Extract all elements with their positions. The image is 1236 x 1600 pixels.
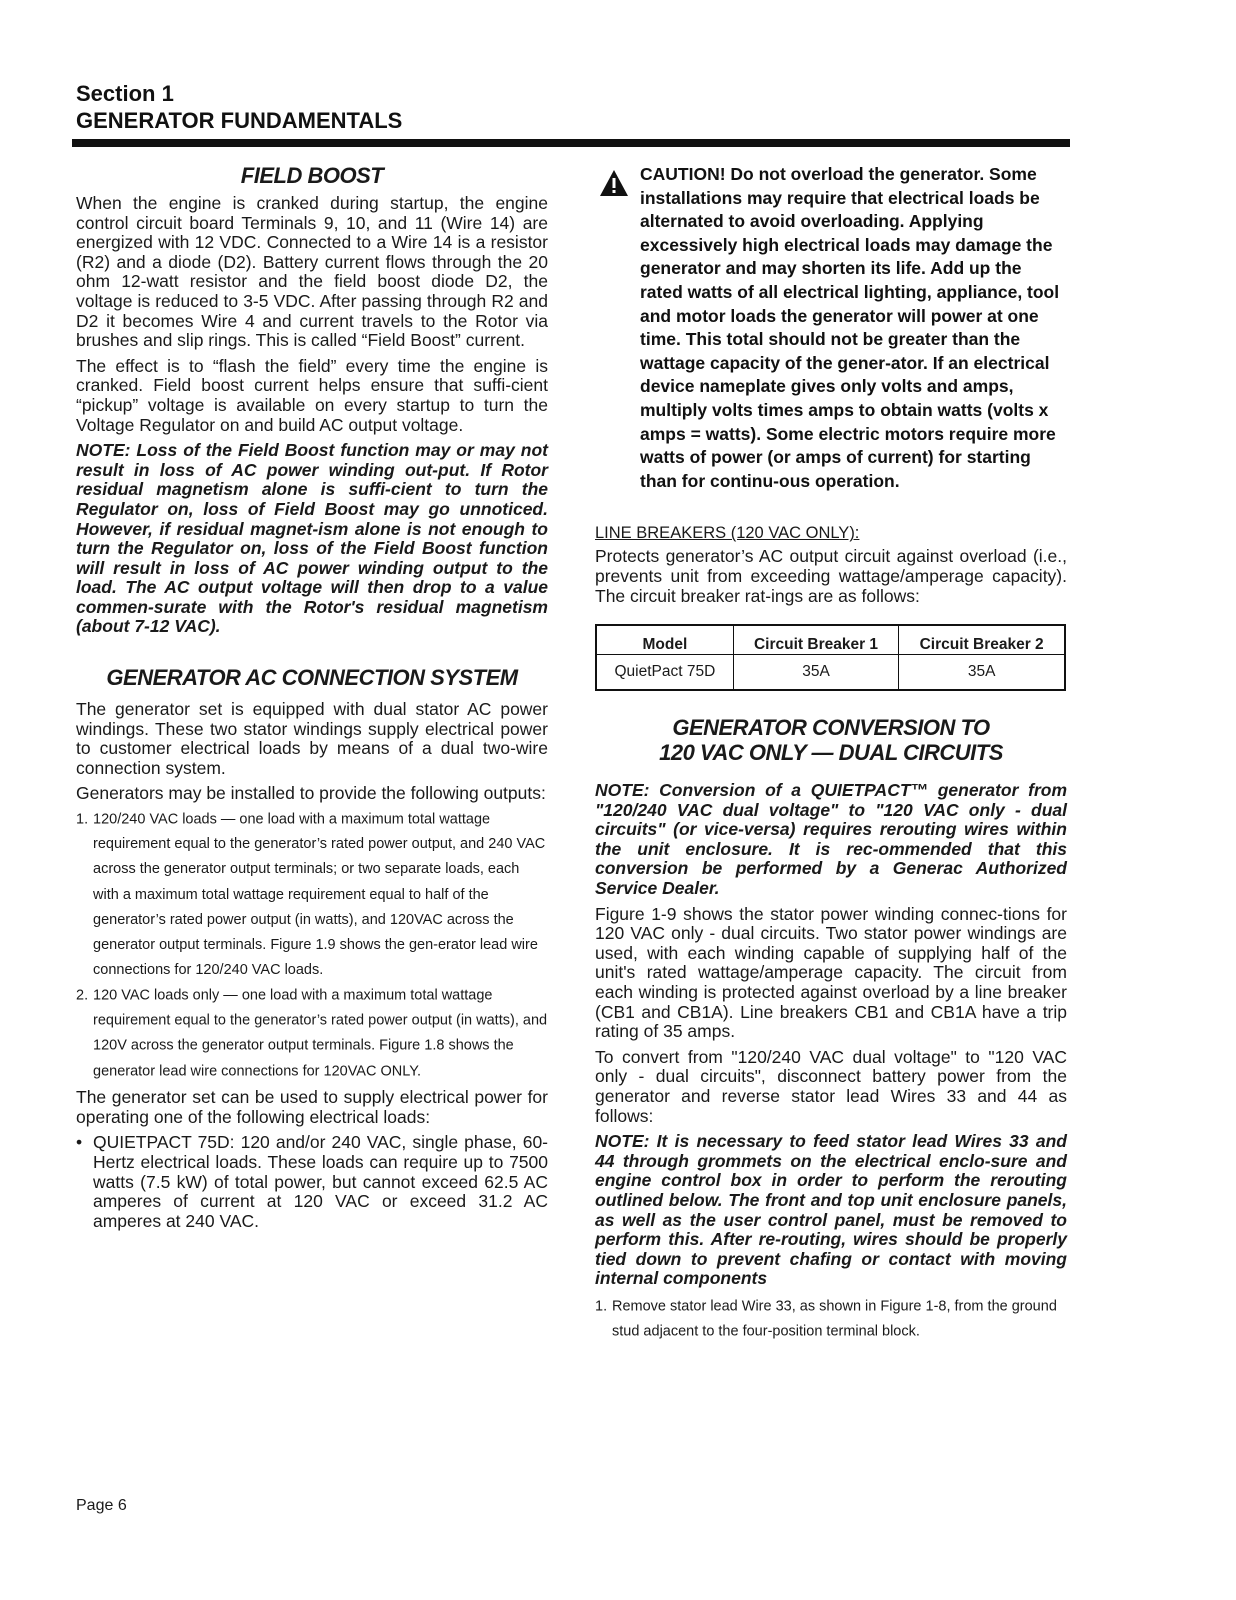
caution-block <box>595 163 1067 493</box>
conversion-paragraph-2: To convert from "120/240 VAC dual voltage" to "120 VAC only - dual circuits", disconnect battery power from the generator and reverse stator lead Wires 33 and 44 as follows: <box>595 1046 1067 1126</box>
header-rule <box>72 139 1070 147</box>
list-item <box>76 984 548 1085</box>
bullet-icon: • <box>76 1132 83 1153</box>
caution-text: CAUTION! Do not overload the generator. Some installations may require that electrical loads be alternated to avoid overloading. Applying excessively high electrical loads may damage the generator and may shorten its life. Add up the rated watts of all electrical lighting, appliance, tool and motor loads the generator will power at one time. This total should not be greater than the wattage capacity of the gener-ator. If an electrical device nameplate gives only volts and amps, multiply volts times amps to obtain watts (volts x amps = watts). Some electric motors require more watts of power (or amps of current) for starting than for continu-ous operation. <box>640 164 1060 491</box>
field-boost-note: NOTE: Loss of the Field Boost function may or may not result in loss of AC power winding out-put. If Rotor residual magnetism alone is suffi-cient to turn the Regulator on, loss of Field Boost may go unnoticed. However, if residual magnet-ism alone is not enough to turn the Regulator on, loss of the Field Boost function will result in loss of AC power winding output to the load. The AC output voltage will then drop to a value commen-surate with the Rotor's residual magnetism (about 7-12 VAC). <box>76 440 548 637</box>
conversion-heading-line-2: 120 VAC ONLY — DUAL CIRCUITS <box>659 740 1003 766</box>
ac-connection-heading: GENERATOR AC CONNECTION SYSTEM <box>106 665 518 691</box>
section-title: GENERATOR FUNDAMENTALS <box>76 108 403 133</box>
table-cell-breaker-1: 35A <box>733 655 899 691</box>
line-breakers-paragraph: Protects generator’s AC output circuit against overload (i.e., prevents unit from exceeding wattage/amperage capacity). The circuit breaker rat-ings are as follows: <box>595 546 1067 606</box>
field-boost-paragraph-1: When the engine is cranked during startup, the engine control circuit board Terminals 9, 10, and 11 (Wire 14) are energized with 12 VDC. Connected to a Wire 14 is a resistor (R2) and a diode (D2). Battery current flows through the 20 ohm 12-watt resistor and the field boost diode D2, the voltage is reduced to 3-5 VDC. After passing through R2 and D2 it becomes Wire 4 and current travels to the Rotor via brushes and slip rings. This is called “Field Boost” current. <box>76 193 548 351</box>
loads-list <box>76 1133 548 1231</box>
list-item-text: Remove stator lead Wire 33, as shown in Figure 1-8, from the ground stud adjacent to the four-position terminal block. <box>612 1298 1057 1340</box>
list-item <box>76 1133 548 1231</box>
list-item-text: 120 VAC loads only — one load with a maximum total wattage requirement equal to the generator’s rated power output (in watts), and 120V across the generator output terminals. Figure 1.8 shows the generator lead wire connections for 120VAC ONLY. <box>93 987 548 1080</box>
table-cell-breaker-2: 35A <box>899 655 1065 691</box>
table-header-model: Model <box>596 625 733 655</box>
list-item <box>76 807 548 983</box>
circuit-breaker-table <box>595 624 1066 691</box>
list-item-number: 1. <box>76 810 89 828</box>
right-column <box>595 163 1067 1349</box>
left-column <box>76 163 548 1231</box>
table-cell-model: QuietPact 75D <box>596 655 733 691</box>
conversion-steps-list <box>595 1295 1067 1343</box>
table-header-breaker-1: Circuit Breaker 1 <box>733 625 899 655</box>
line-breakers-heading: LINE BREAKERS (120 VAC ONLY): <box>595 524 860 543</box>
page-number: Page 6 <box>76 1497 127 1514</box>
list-item-text: 120/240 VAC loads — one load with a maximum total wattage requirement equal to the generator’s rated power output, and 240 VAC across the generator output terminals; or two separate loads, each with a maximum total wattage requirement equal to half of the generator’s rated power output (in watts), and 120VAC across the generator output terminals. Figure 1.9 shows the gen-erator lead wire connections for 120/240 VAC loads. <box>93 810 546 979</box>
ac-connection-paragraph-3: The generator set can be used to supply electrical power for operating one of the following electrical loads: <box>76 1087 548 1127</box>
table-header-breaker-2: Circuit Breaker 2 <box>899 625 1065 655</box>
conversion-paragraph-1: Figure 1-9 shows the stator power winding connec-tions for 120 VAC only - dual circuits. Two stator power windings are used, with each winding capable of supplying half of the unit's rated wattage/amperage capacity. The circuit from each winding is protected against overload by a line breaker (CB1 and CB1A). Line breakers CB1 and CB1A have a trip rating of 35 amps. <box>595 903 1067 1042</box>
ac-connection-paragraph-1: The generator set is equipped with dual stator AC power windings. These two stator windings supply electrical power to customer electrical loads by means of a dual two-wire connection system. <box>76 699 548 778</box>
field-boost-paragraph-2: The effect is to “flash the field” every time the engine is cranked. Field boost current helps ensure that suffi-cient “pickup” voltage is available on every startup to turn the Voltage Regulator on and build AC output voltage. <box>76 355 548 435</box>
list-item <box>595 1294 1067 1344</box>
warning-triangle-icon <box>599 169 629 197</box>
table-header-row <box>596 625 1065 655</box>
conversion-note-2: NOTE: It is necessary to feed stator lead Wires 33 and 44 through grommets on the electrical enclo-sure and engine control box in order to perform the rerouting outlined below. The front and top unit enclosure panels, as well as the user control panel, must be removed to perform this. After re-routing, wires should be properly tied down to prevent chafing or contact with moving internal components <box>595 1131 1067 1289</box>
conversion-note-1: NOTE: Conversion of a QUIETPACT™ generator from "120/240 VAC dual voltage" to "120 VAC only - dual circuits" (or vice-versa) requires rerouting wires within the unit enclosure. It is rec-ommended that this conversion be performed by a Generac Authorized Service Dealer. <box>595 780 1067 899</box>
field-boost-heading: FIELD BOOST <box>240 163 384 188</box>
page-header <box>76 80 402 134</box>
section-label: Section 1 <box>76 81 174 106</box>
list-item-number: 2. <box>76 987 89 1005</box>
ac-connection-paragraph-2: Generators may be installed to provide the following outputs: <box>76 783 546 804</box>
conversion-heading-line-1: GENERATOR CONVERSION TO <box>672 715 990 741</box>
outputs-list <box>76 810 548 1082</box>
list-item-number: 1. <box>595 1298 608 1315</box>
list-item-text: QUIETPACT 75D: 120 and/or 240 VAC, single phase, 60-Hertz electrical loads. These loads can require up to 7500 watts (7.5 kW) of total power, but cannot exceed 62.5 AC amperes of current at 120 VAC or exceed 31.2 AC amperes at 240 VAC. <box>93 1132 548 1231</box>
table-row <box>596 655 1065 691</box>
